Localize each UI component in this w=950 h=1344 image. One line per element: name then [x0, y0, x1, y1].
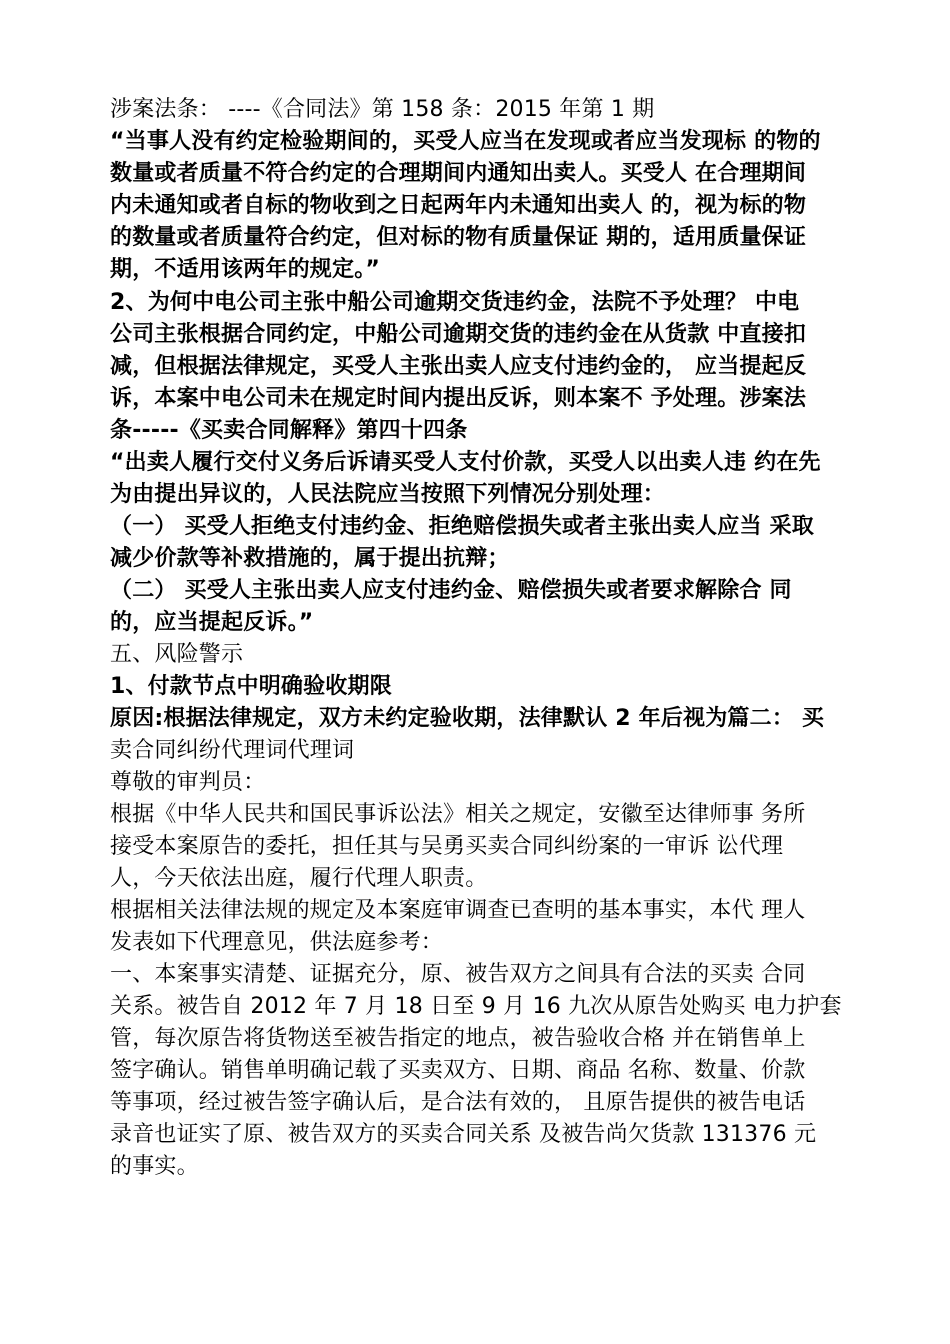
text-line: 接受本案原告的委托，担任其与吴勇买卖合同纠纷案的一审诉 讼代理 [110, 834, 784, 859]
text-line: 关系。被告自 2012 年 7 月 18 日至 9 月 16 九次从原告处购买 电力护套 [110, 994, 842, 1019]
text-line: 公司主张根据合同约定，中船公司逾期交货的违约金在从货款 中直接扣 [110, 322, 807, 347]
text-line: 的事实。 [110, 1154, 199, 1179]
text-line: 卖合同纠纷代理词代理词 [110, 738, 355, 763]
text-line: 数量或者质量不符合约定的合理期间内通知出卖人。买受人 在合理期间 [110, 161, 807, 186]
text-line: 五、风险警示 [110, 642, 244, 667]
text-line: 人，今天依法出庭，履行代理人职责。 [110, 866, 488, 891]
text-line: 管，每次原告将货物送至被告指定的地点，被告验收合格 并在销售单上 [110, 1026, 806, 1051]
text-line: 原因:根据法律规定，双方未约定验收期，法律默认 2 年后视为篇二： 买 [110, 706, 825, 731]
text-line: 内未通知或者自标的物收到之日起两年内未通知出卖人 的，视为标的物 [110, 193, 807, 218]
text-line: 涉案法条： ----《合同法》第 158 条：2015 年第 1 期 [110, 97, 655, 122]
text-line: “当事人没有约定检验期间的，买受人应当在发现或者应当发现标 的物的 [110, 129, 821, 154]
text-line: 条-----《买卖合同解释》第四十四条 [110, 418, 468, 443]
text-line: 根据《中华人民共和国民事诉讼法》相关之规定，安徽至达律师事 务所 [110, 802, 806, 827]
text-line: 发表如下代理意见，供法庭参考： [110, 930, 444, 955]
text-line: 为由提出异议的，人民法院应当按照下列情况分别处理： [110, 482, 666, 507]
text-line: 诉，本案中电公司未在规定时间内提出反诉，则本案不 予处理。涉案法 [110, 386, 807, 411]
text-line: 录音也证实了原、被告双方的买卖合同关系 及被告尚欠货款 131376 元 [110, 1122, 817, 1147]
text-line: （一） 买受人拒绝支付违约金、拒绝赔偿损失或者主张出卖人应当 采取 [110, 514, 814, 539]
text-line: （二） 买受人主张出卖人应支付违约金、赔偿损失或者要求解除合 同 [110, 578, 792, 603]
text-line: 2、为何中电公司主张中船公司逾期交货违约金，法院不予处理？ 中电 [110, 290, 800, 315]
text-line: 根据相关法律法规的规定及本案庭审调查已查明的基本事实，本代 理人 [110, 898, 806, 923]
text-line: 签字确认。销售单明确记载了买卖双方、日期、商品 名称、数量、价款 [110, 1058, 806, 1083]
text-line: 等事项，经过被告签字确认后，是合法有效的， 且原告提供的被告电话 [110, 1090, 806, 1115]
text-line: 期，不适用该两年的规定。” [110, 257, 381, 282]
text-line: 1、付款节点中明确验收期限 [110, 674, 392, 699]
text-line: 尊敬的审判员： [110, 770, 266, 795]
text-line: 减，但根据法律规定，买受人主张出卖人应支付违约金的， 应当提起反 [110, 354, 807, 379]
text-line: “出卖人履行交付义务后诉请买受人支付价款，买受人以出卖人违 约在先 [110, 450, 821, 475]
text-line: 减少价款等补救措施的，属于提出抗辩； [110, 546, 510, 571]
text-line: 一、本案事实清楚、证据充分，原、被告双方之间具有合法的买卖 合同 [110, 962, 806, 987]
text-line: 的，应当提起反诉。” [110, 610, 314, 635]
text-line: 的数量或者质量符合约定，但对标的物有质量保证 期的，适用质量保证 [110, 225, 807, 250]
